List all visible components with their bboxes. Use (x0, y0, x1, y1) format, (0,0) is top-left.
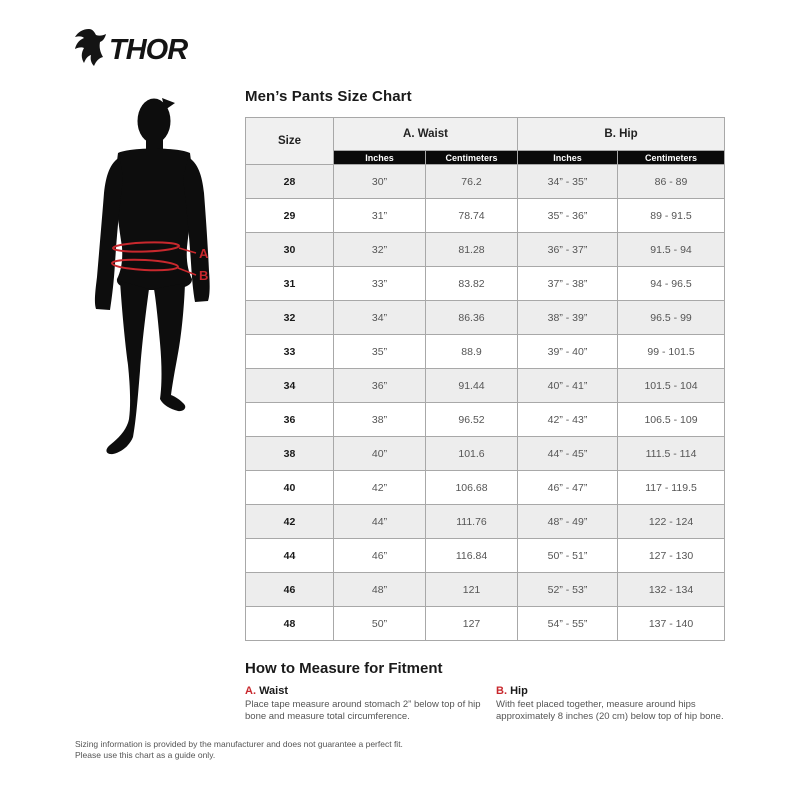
column-group-waist: A. Waist (334, 118, 518, 151)
value-cell: 46” - 47” (518, 471, 618, 505)
value-cell: 121 (426, 573, 518, 607)
size-chart-table-wrap (245, 117, 724, 641)
value-cell: 83.82 (426, 267, 518, 301)
size-cell: 30 (246, 233, 334, 267)
value-cell: 91.5 - 94 (618, 233, 725, 267)
measure-waist-title (245, 685, 483, 697)
value-cell: 99 - 101.5 (618, 335, 725, 369)
table-row (246, 267, 725, 301)
value-cell: 36” (334, 369, 426, 403)
table-row (246, 471, 725, 505)
value-cell: 48” - 49” (518, 505, 618, 539)
value-cell: 42” (334, 471, 426, 505)
table-row (246, 165, 725, 199)
measure-waist-section (245, 685, 483, 723)
value-cell: 127 (426, 607, 518, 641)
value-cell: 39” - 40” (518, 335, 618, 369)
measure-waist-prefix: A. (245, 685, 256, 697)
footer-line-2: Please use this chart as a guide only. (75, 750, 216, 760)
value-cell: 52” - 53” (518, 573, 618, 607)
table-row (246, 539, 725, 573)
value-cell: 86.36 (426, 301, 518, 335)
size-cell: 48 (246, 607, 334, 641)
column-header-waist-centimeters: Centimeters (426, 151, 518, 165)
value-cell: 116.84 (426, 539, 518, 573)
column-header-hip-centimeters: Centimeters (618, 151, 725, 165)
value-cell: 137 - 140 (618, 607, 725, 641)
footer-line-1: Sizing information is provided by the manufacturer and does not guarantee a perfect fit. (75, 739, 403, 749)
size-cell: 34 (246, 369, 334, 403)
value-cell: 96.52 (426, 403, 518, 437)
table-row (246, 335, 725, 369)
value-cell: 81.28 (426, 233, 518, 267)
value-cell: 54” - 55” (518, 607, 618, 641)
size-cell: 38 (246, 437, 334, 471)
value-cell: 35” - 36” (518, 199, 618, 233)
column-header-waist-inches: Inches (334, 151, 426, 165)
value-cell: 35” (334, 335, 426, 369)
body-silhouette-figure (80, 95, 230, 465)
column-group-hip: B. Hip (518, 118, 725, 151)
size-cell: 44 (246, 539, 334, 573)
value-cell: 34” (334, 301, 426, 335)
page-title: Men’s Pants Size Chart (245, 88, 412, 105)
size-chart-table (245, 117, 725, 641)
male-silhouette (95, 98, 210, 454)
value-cell: 36” - 37” (518, 233, 618, 267)
measure-hip-prefix: B. (496, 685, 507, 697)
column-header-size: Size (246, 118, 334, 165)
value-cell: 37” - 38” (518, 267, 618, 301)
value-cell: 78.74 (426, 199, 518, 233)
thor-logo (73, 28, 193, 70)
size-cell: 31 (246, 267, 334, 301)
size-cell: 32 (246, 301, 334, 335)
value-cell: 89 - 91.5 (618, 199, 725, 233)
measure-hip-label: Hip (510, 685, 528, 697)
table-row (246, 199, 725, 233)
value-cell: 88.9 (426, 335, 518, 369)
size-cell: 28 (246, 165, 334, 199)
value-cell: 122 - 124 (618, 505, 725, 539)
table-row (246, 437, 725, 471)
value-cell: 50” (334, 607, 426, 641)
value-cell: 32” (334, 233, 426, 267)
waist-label-a: A (199, 246, 209, 261)
value-cell: 101.5 - 104 (618, 369, 725, 403)
value-cell: 96.5 - 99 (618, 301, 725, 335)
value-cell: 44” - 45” (518, 437, 618, 471)
value-cell: 38” - 39” (518, 301, 618, 335)
measure-hip-section (496, 685, 748, 723)
size-cell: 42 (246, 505, 334, 539)
table-row (246, 369, 725, 403)
value-cell: 117 - 119.5 (618, 471, 725, 505)
measure-heading: How to Measure for Fitment (245, 660, 443, 677)
table-row (246, 301, 725, 335)
value-cell: 40” - 41” (518, 369, 618, 403)
measure-waist-text: Place tape measure around stomach 2” below top of hip bone and measure total circumference. (245, 699, 481, 722)
size-cell: 46 (246, 573, 334, 607)
size-cell: 33 (246, 335, 334, 369)
thor-goat-icon (75, 29, 106, 66)
value-cell: 106.68 (426, 471, 518, 505)
value-cell: 44” (334, 505, 426, 539)
value-cell: 50” - 51” (518, 539, 618, 573)
measure-waist-label: Waist (259, 685, 288, 697)
value-cell: 94 - 96.5 (618, 267, 725, 301)
table-row (246, 233, 725, 267)
value-cell: 127 - 130 (618, 539, 725, 573)
size-cell: 36 (246, 403, 334, 437)
value-cell: 30” (334, 165, 426, 199)
value-cell: 48” (334, 573, 426, 607)
value-cell: 42” - 43” (518, 403, 618, 437)
value-cell: 106.5 - 109 (618, 403, 725, 437)
footer-disclaimer (75, 739, 403, 761)
value-cell: 76.2 (426, 165, 518, 199)
column-header-hip-inches: Inches (518, 151, 618, 165)
size-cell: 29 (246, 199, 334, 233)
value-cell: 40” (334, 437, 426, 471)
value-cell: 101.6 (426, 437, 518, 471)
value-cell: 38” (334, 403, 426, 437)
hip-label-b: B (199, 268, 209, 283)
value-cell: 91.44 (426, 369, 518, 403)
thor-wordmark: THOR (109, 34, 188, 66)
table-row (246, 573, 725, 607)
value-cell: 111.76 (426, 505, 518, 539)
value-cell: 86 - 89 (618, 165, 725, 199)
value-cell: 111.5 - 114 (618, 437, 725, 471)
measure-hip-title (496, 685, 748, 697)
table-row (246, 403, 725, 437)
size-cell: 40 (246, 471, 334, 505)
value-cell: 34” - 35” (518, 165, 618, 199)
value-cell: 46” (334, 539, 426, 573)
measure-hip-text: With feet placed together, measure around hips approximately 8 inches (20 cm) below top of hip bone. (496, 699, 724, 722)
value-cell: 132 - 134 (618, 573, 725, 607)
value-cell: 33” (334, 267, 426, 301)
size-table-body (246, 165, 725, 641)
table-row (246, 607, 725, 641)
value-cell: 31” (334, 199, 426, 233)
table-row (246, 505, 725, 539)
